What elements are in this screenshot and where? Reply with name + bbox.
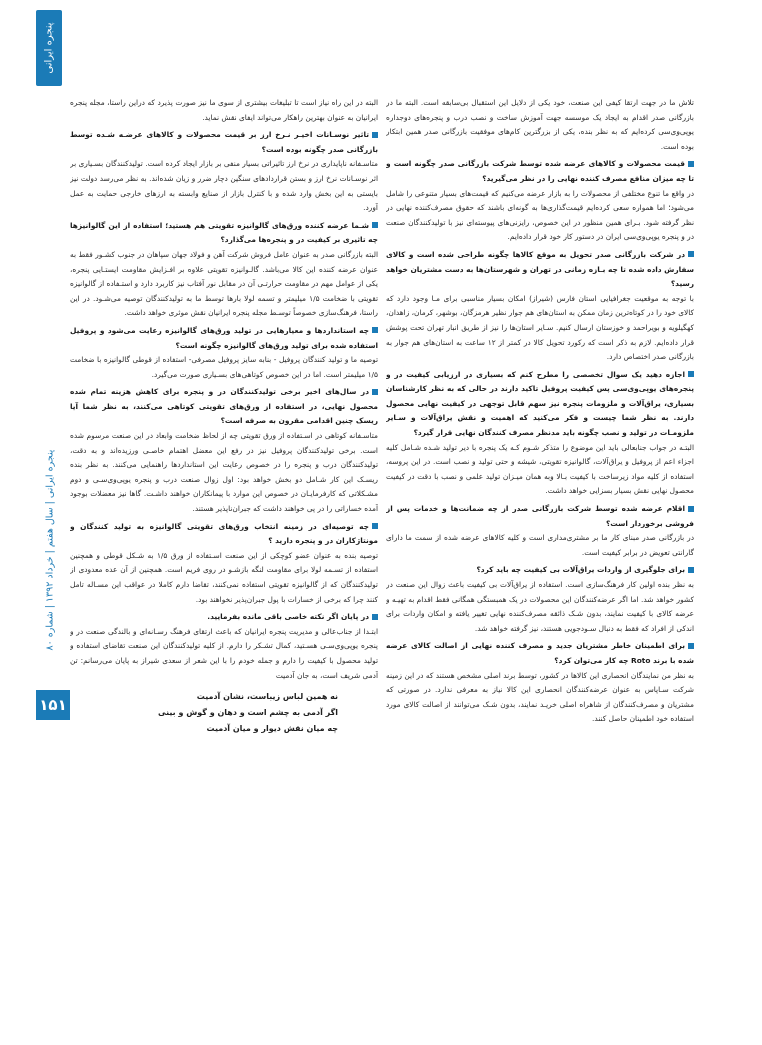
- qa-block: [70, 128, 378, 216]
- page-number: ۱۵۱: [36, 690, 70, 720]
- answer: به نظر بنده اولین کار فرهنگ‌سازی است. استفاده از یراق‌آلات بی کیفیت باعث زوال این صنعت در کشور خواهد شد. اما اگر عرضه‌کنندگان این محصولات در یک همبستگی همگانی فقط اقدام به تهیـه و عرضه کالای با کیفیت نمایند، بدون شـک ذائقه مصرف‌کننده نهایی تغییر یافته و امکان واردات برای اندکی از افراد که فقط به دنبال سـودجویی هستند، نیز گرفته خواهد شد.: [386, 580, 694, 633]
- answer: البتـه در جواب جنابعالی باید این موضوع را متذکر شـوم کـه یک پنجره با دیر تولید شـده شـامل کلیه اجزاء اعم از پروفیل و یراق‌آلات، گالوانیزه تقویتی، شیشه و حتی تولید و نصب است. در این پروسه، استفاده از کلیه مواد زیرساخت با کیفیت بـالا وبه همان میـزان تولید علمی و نصب با دقت در کیفیت محصول نهایی نقش بسیار بسزایی خواهد داشت.: [386, 442, 694, 496]
- qa-block: [70, 520, 378, 608]
- right-column: [386, 96, 694, 1036]
- poem-line: چه میان نقش دیوار و میان آدمیت: [206, 724, 338, 734]
- poem-line: نه همین لباس زیباست، نشان آدمیت: [196, 692, 338, 702]
- qa-block: [386, 368, 694, 499]
- answer: در واقع ما تنوع مختلفی از محصولات را به بازار عرضه می‌کنیم که قیمت‌های بسیار متنوعی را شامل می‌شود؛ اما همواره سعی کرده‌ایم قیمت‌گذاری‌ها به گونه‌ای باشند که حقوق مصرف‌کننده نهایی در نظر گرفته شود. بـرای همین منظور در این خصوص، رایزنی‌های پیوسته‌ای نیز با تولیدکنندگان صنعت در و پنجره یوپی‌وی‌سی ایران در دستور کار خود قرار داده‌ایم.: [386, 188, 694, 242]
- section-tab-label: پنجره ایرانی: [43, 22, 55, 74]
- answer: متاسـفانه ناپایداری در نرخ ارز تاثیراتی بسیار منفی بر بازار ایجاد کرده است. تولیدکنندگان بسـیاری بر اثر نوسـانات نرخ ارز و بستن قراردادهای سنگین دچار ضرر و زیان شده‌اند. به نظر می‌رسد دولت نیز بایستی به این بخش وارد شده و با کنترل بازار از صنایع وابسته به ارزهای خارجی حمایت به عمل آورد.: [70, 159, 378, 213]
- issue-info-label: پنجره ایرانی | سال هفتم | خرداد ۱۳۹۲ | شماره ۸۰: [44, 449, 56, 651]
- answer: ابتـدا از جناب‌عالی و مدیریت پنجره ایرانیان که باعث ارتقای فرهنگ رسـانه‌ای و بالندگی صنعت در و پنجره یوپی‌وی‌سـی هسـتید، کمال تشـکر را دارم. از کلیه تولیدکنندگان این صنعت تقاضای استفاده و تولید محصول با کیفیت را دارم و جمله خودم را با این شعر از سعدی شیراز به پایان می‌رسانم: تن آدمی شریف است، به جان آدمیت: [70, 626, 378, 680]
- section-tab: [36, 10, 62, 86]
- left-column: [70, 96, 378, 1036]
- left-intro: البته در این راه نیاز است تا تبلیغات بیشتری از سوی ما نیز صورت پذیرد که دراین راستا، مجله پنجره ایرانیان به عنوان بهترین راهکار می‌تواند ایفای نقش نماید.: [70, 98, 378, 122]
- answer: توصیه بنده به عنوان عضو کوچکی از این صنعت اسـتفاده از ورق ۱/۵ به شـکل قوطی و همچنین استفاده از تسـمه لولا برای مقاومت لنگه بازشـو در روی فریم است. همچنین از آن عده معدودی از تولیدکنندگان که از گالوانیزه تقویتی استفاده نمی‌کنند، تقاضا دارم کاملا در عواقب این مسـاله تامل کنند چرا که برخی از خسارات با پول جبران‌پذیر نخواهند بود.: [70, 550, 378, 604]
- qa-block: [386, 157, 694, 245]
- issue-info: [43, 430, 57, 670]
- qa-block: [70, 219, 378, 321]
- answer: در بازرگانی صدر مبنای کار ما بر مشتری‌مداری است و کلیه کالاهای عرضه شده از سمت ما دارای گارانتی تعویض در برابر کیفیت است.: [386, 533, 694, 557]
- qa-block: [386, 639, 694, 727]
- question: چه توصیه‌ای در زمینه انتخاب ورق‌های تقویتی گالوانیزه به تولید کنندگان و مونتاژکاران در و پنجره دارید ؟: [70, 520, 378, 549]
- qa-block: [70, 385, 378, 516]
- question: در پایان اگر نکته خاصی باقی مانده بفرمایید.: [70, 610, 378, 625]
- qa-block: [386, 248, 694, 365]
- question: برای جلوگیری از واردات یراق‌آلات بی کیفیت چه باید کرد؟: [386, 563, 694, 578]
- question: شـما عرضه کننده ورق‌های گالوانیزه تقویتی هم هستید؛ استفاده از این گالوانیزها چه تاثیری بر کیفیت در و پنجره‌ها می‌گذارد؟: [70, 219, 378, 248]
- question: برای اطمینان خاطر مشتریان جدید و مصرف کننده نهایی از اصالت کالای عرضه شده با برند Roto چه کار می‌توان کرد؟: [386, 639, 694, 668]
- question: قیمت محصولات و کالاهای عرضه شده توسط شرکت بازرگانی صدر چگونه است و تا چه میزان منافع مصرف کننده نهایی را در نظر می‌گیرید؟: [386, 157, 694, 186]
- question: در سال‌های اخیر برخی تولیدکنندگان در و پنجره برای کاهش هزینه تمام شده محصول نهایی، در استفاده از ورق‌های تقویتی کوتاهی می‌کنند، به نظر شما آیا ریسک چنین اقدامی مقرون به صرفه است؟: [70, 385, 378, 429]
- qa-block: [70, 324, 378, 382]
- question: چه استانداردها و معیارهایی در تولید ورق‌های گالوانیزه رعایت می‌شود و پروفیل استفاده شده برای تولید ورق‌های گالوانیزه چگونه است؟: [70, 324, 378, 353]
- qa-block: [386, 563, 694, 636]
- right-intro: تلاش ما در جهت ارتقا کیفی این صنعت، خود یکی از دلایل این استقبال بی‌سابقه است. البته ما در بازرگانی صدر اقدام به ایجاد یک موسسه جهت آموزش ساخت و نصب درب و پنجره‌های دوجداره یوپی‌وی‌سی کرده‌ایم که به نظر بنده، یکی از بزرگترین کام‌های موفقیت بازرگانی صدر همین ابتکار بوده است.: [386, 98, 694, 151]
- question: در شرکت بازرگانی صدر تحویل به موقع کالاها چگونه طراحی شده است و کالای سفارش داده شده تا چه بـازه زمانی در تهران و شهرستان‌ها به دست مشتریان خواهد رسید؟: [386, 248, 694, 292]
- question: تاثیر نوسـانات اخیـر نـرخ ارز بر قیمت محصولات و کالاهای عرضـه شـده توسط بازرگانی صدر چگونه بوده است؟: [70, 128, 378, 157]
- poem: [70, 689, 378, 737]
- question: اقلام عرضه شده توسط شرکت بازرگانی صدر از چه ضمانت‌ها و خدمات پس از فروشی برخوردار است؟: [386, 502, 694, 531]
- answer: به نظر من نمایندگان انحصاری این کالاها در کشور، توسط برند اصلی مشخص هستند که در این زمینه شرکت سـاپاس به عنوان عرضه‌کنندگان انحصاری این کالا نیاز به معرفی ندارد. در صورتی که مشتریان و مصرف‌کنندگان از شاهراه اصلی خریـد نمایند، بدون شـک می‌توانند از اصالت کالای مورد استفاده خود اطمینان حاصل کنند.: [386, 670, 694, 724]
- answer: البته بازرگانی صدر به عنوان عامل فروش شرکت آهن و فولاد جهان سپاهان در جنوب کشـور فقط به عنوان عرضه کننده این کالا می‌باشد. گالـوانیزه تقویتی علاوه بر افـزایش مقاومت ایستـایی پنجره، یکی از عوامل مهم در مقاومت حرارتـی آن در مقابل نور آفتاب نیز کاربرد دارد و استـفاده از گالوانیزه تقویتی با ضخامت ۱/۵ میلیمتر و تسمه لولا بارها توسط ما به تولیدکنندگان توصیه می‌شـود. در این راستا، فرهنگ‌سازی خصوصاً توسـط مجله پنجره ایرانیان نقش موثری خواهد داشت.: [70, 249, 378, 318]
- poem-line: اگر آدمی به چشم است و دهان و گوش و بینی: [158, 708, 338, 718]
- question: اجازه دهید یک سوال تخصصی را مطرح کنم که بسیاری در ارزیابی کیفیت در و پنجره‌های یوپی‌وی‌سی پس کیفیت پروفیل تاکید دارند در حالی که به نظر کارشناسان بسیاری، یراق‌آلات و ملزومات پنجره نیز سهم قابل توجهی در کیفیت نهایی محصول دارند. به نظر شما چیست و فکر می‌کنید که اهمیت و نقش یراق‌آلات و سـایر ملزومـات در تولید و نصب چگونه باید مدنظر مصرف کنندگان نهایی قرار گیرد؟: [386, 368, 694, 441]
- qa-block: [70, 610, 378, 683]
- answer: توصیه ما و تولید کنندگان پروفیل - بنابه سایز پروفیل مصرفی- استفاده از قوطی گالوانیزه با ضخامت ۱/۵ میلیمتر است. اما در این خصوص کوتاهی‌های بسـیاری صورت می‌گیرد.: [70, 355, 378, 379]
- answer: متاسـفانه کوتاهی در اسـتفاده از ورق تقویتی چه از لحاظ ضخامت وابعاد در این صنعت مرسوم شده است. برخی تولیدکنندگان پروفیل نیز در رفع این معضل اهتمام خاصـی ورزیده‌اند و به دقت، تولیدکنندگان درب و پنجره را در خصوص رعایت این استانداردها راهنمایی می‌کنند. به نظر بنده ریسـک این کار شـامل دو بخش خواهد بود: اول زوال صنعت درب و پنجره یوپی‌وی‌سـی و دوم مشـکلاتی که کارفرمایـان در خصوص این موارد با پیمانکاران خواهند داشـت. گاها نیز معضلات بوجود آمده خساراتی را در پی خواهند داشت که جبران‌ناپذیر هستند.: [70, 431, 378, 514]
- answer: با توجه به موقعیت جغرافیایی استان فارس (شیراز) امکان بسیار مناسبی برای مـا وجود دارد که کالای خود را در کوتاه‌ترین زمان ممکن به استان‌های هم جوار نظیر هرمزگان، بوشهر، کرمان، زاهدان، کهگیلویه و بویراحمد و خوزستان ارسال کنیم. سـایر استان‌ها را نیز از طریق انبار تهران تحت پوشش قرار داده‌ایم. لازم به ذکر است که رکورد تحویل کالا در کمتر از ۱۲ ساعت به استان‌های هم جوار به بازرگانی صدر اختصاص دارد.: [386, 293, 694, 362]
- qa-block: [386, 502, 694, 560]
